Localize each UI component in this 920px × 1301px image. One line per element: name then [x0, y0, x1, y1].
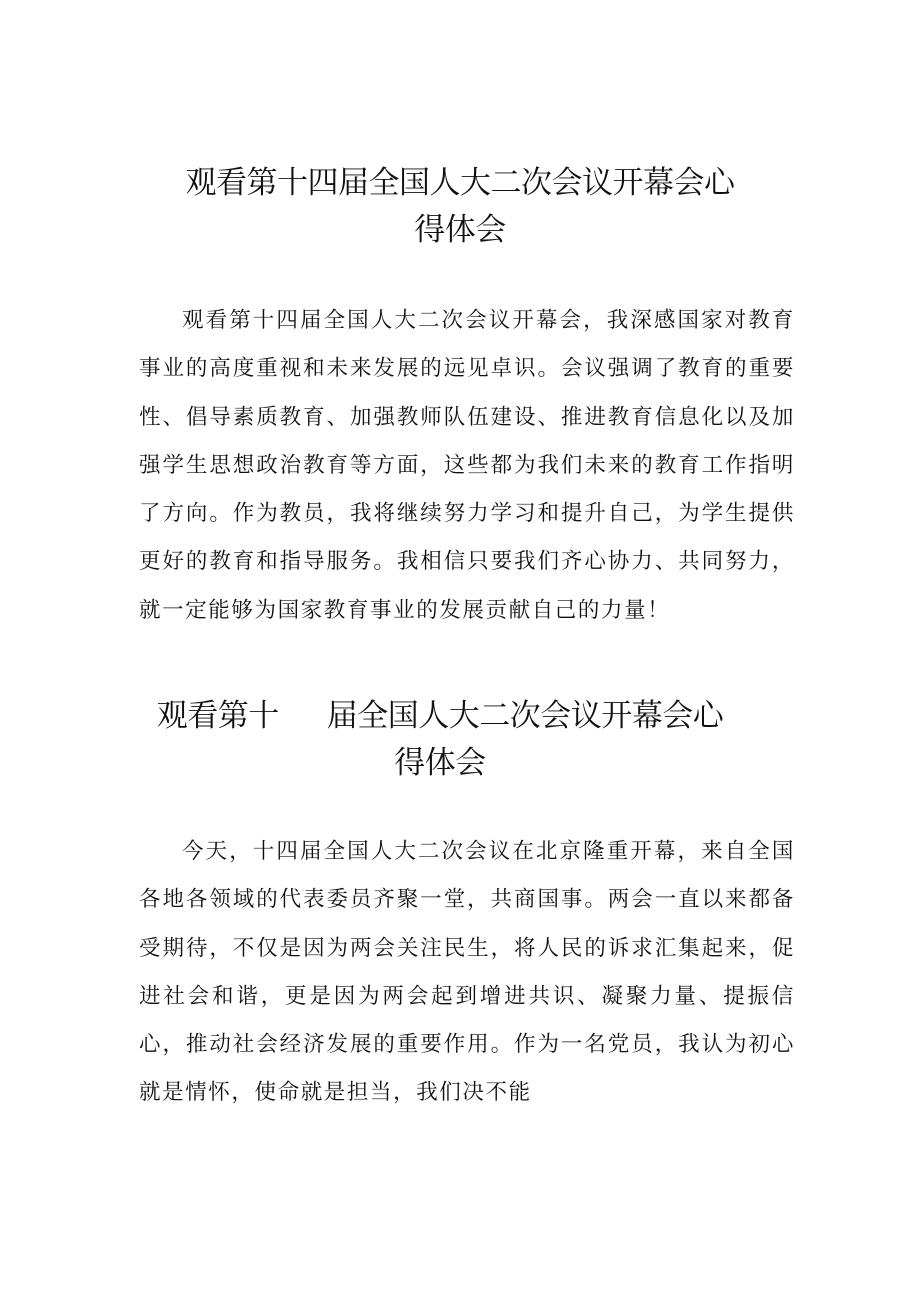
second-article-title-line-2: 得体会 — [394, 745, 486, 781]
second-article-title-line-1 — [120, 693, 760, 740]
article-title — [140, 160, 780, 254]
article-title-line-2: 得体会 — [414, 212, 506, 248]
second-article-body-paragraph: 今天，十四届全国人大二次会议在北京隆重开幕，来自全国各地各领域的代表委员齐聚一堂，共商国事。两会一直以来都备受期待，不仅是因为两会关注民生，将人民的诉求汇集起来，促进社会和谐，更是因为两会起到增进共识、凝聚力量、提振信心，推动社会经济发展的重要作用。作为一名党员，我认为初心就是情怀，使命就是担当，我们决不能 — [139, 839, 795, 1106]
article-body-paragraph: 观看第十四届全国人大二次会议开幕会，我深感国家对教育事业的高度重视和未来发展的远见卓识。会议强调了教育的重要性、倡导素质教育、加强教师队伍建设、推进教育信息化以及加强学生思想政治教育等方面，这些都为我们未来的教育工作指明了方向。作为教员，我将继续努力学习和提升自己，为学生提供更好的教育和指导服务。我相信只要我们齐心协力、共同努力，就一定能够为国家教育事业的发展贡献自己的力量！ — [139, 308, 795, 623]
article-title-line-1: 观看第十四届全国人大二次会议开幕会心 — [185, 165, 735, 201]
title-segment-end: 届全国人大二次会议开幕会心 — [326, 698, 724, 734]
title-segment-start: 观看第十 — [156, 698, 279, 734]
second-article-title — [120, 693, 760, 787]
